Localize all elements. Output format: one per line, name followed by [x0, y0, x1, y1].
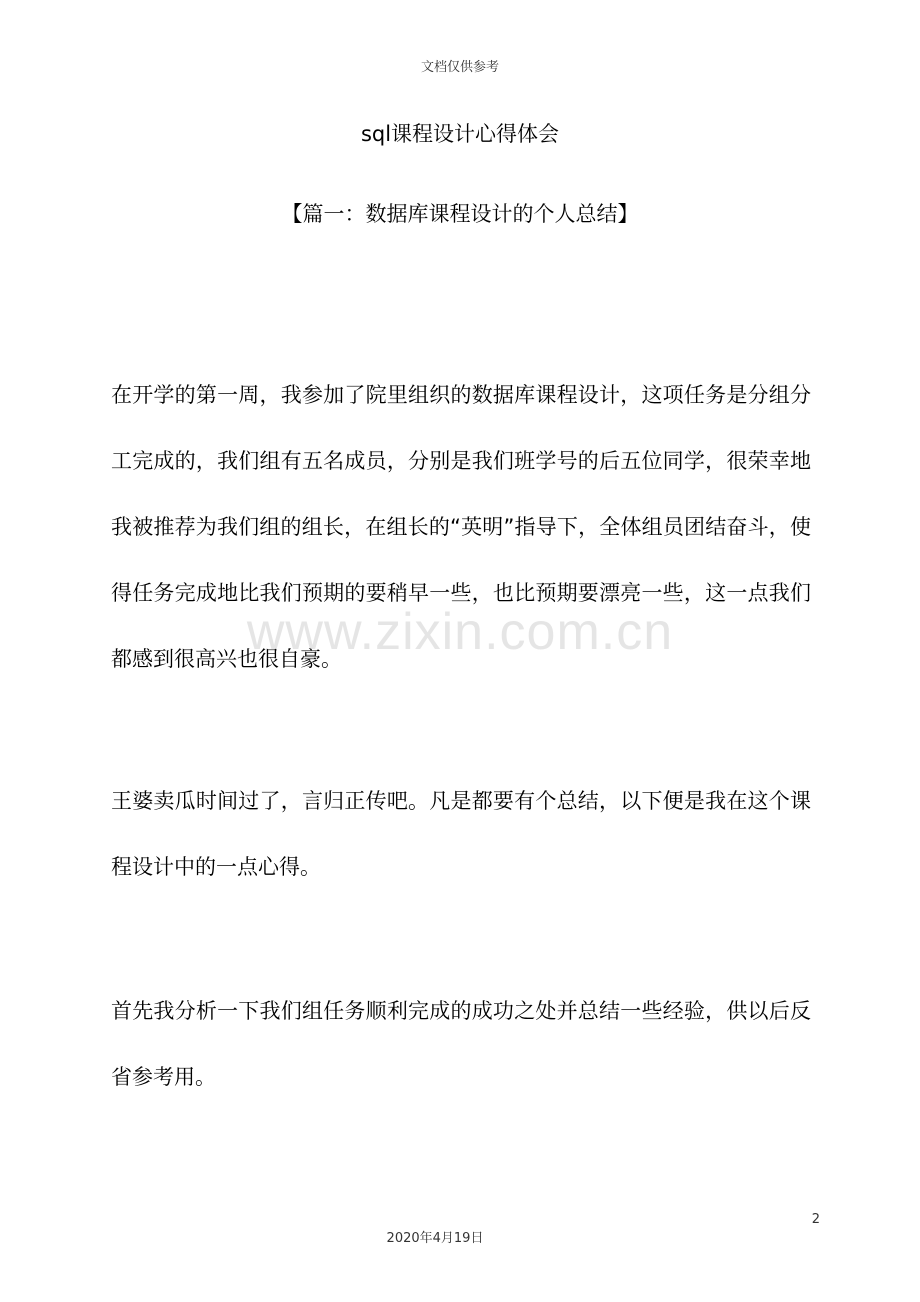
watermark: www.zixin.com.cn: [246, 603, 674, 661]
paragraph-2: 王婆卖瓜时间过了，言归正传吧。凡是都要有个总结，以下便是我在这个课程设计中的一点心得。: [111, 789, 811, 879]
paragraph-3: 首先我分析一下我们组任务顺利完成的成功之处并总结一些经验，供以后反省参考用。: [111, 999, 811, 1089]
footer-date: 2020年4月19日: [386, 1231, 484, 1246]
page-header: 文档仅供参考: [420, 60, 499, 75]
document-title: sql课程设计心得体会: [360, 122, 560, 146]
section-heading: 【篇一：数据库课程设计的个人总结】: [281, 202, 639, 226]
page-number: 2: [811, 1212, 820, 1227]
paragraph-1: 在开学的第一周，我参加了院里组织的数据库课程设计，这项任务是分组分工完成的，我们组有五名成员，分别是我们班学号的后五位同学，很荣幸地我被推荐为我们组的组长，在组长的“英明”指导下，全体组员团结奋斗，使得任务完成地比我们预期的要稍早一些，也比预期要漂亮一些，这一点我们都感到很高兴也很自豪。: [111, 383, 811, 671]
